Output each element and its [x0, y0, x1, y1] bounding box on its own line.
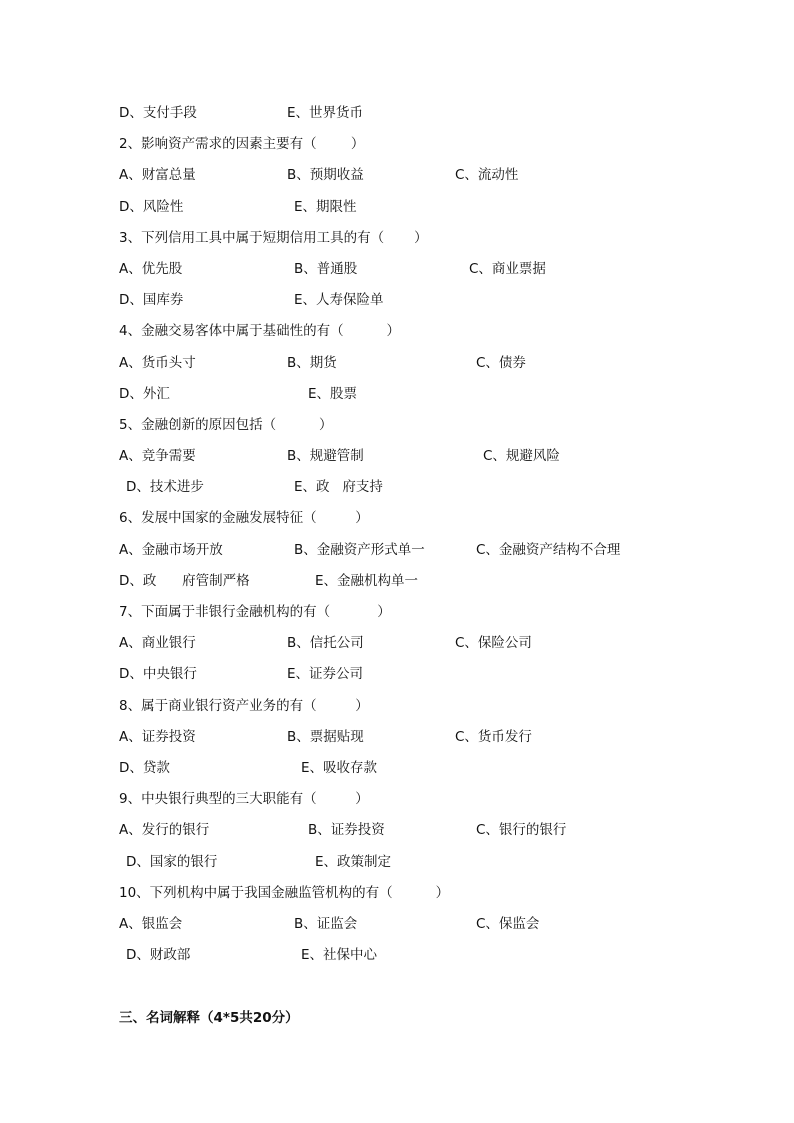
option-9a: A、发行的银行 — [119, 822, 210, 838]
option-1e: E、世界货币 — [287, 105, 364, 121]
question-2: 2、影响资产需求的因素主要有（ ） — [119, 136, 365, 152]
option-9b: B、证券投资 — [308, 822, 385, 838]
option-3e: E、人寿保险单 — [294, 292, 384, 308]
option-3c: C、商业票据 — [469, 261, 546, 277]
option-7d: D、中央银行 — [119, 666, 197, 682]
option-8a: A、证券投资 — [119, 729, 196, 745]
option-5a: A、竞争需要 — [119, 448, 196, 464]
option-8b: B、票据贴现 — [287, 729, 364, 745]
option-7e: E、证券公司 — [287, 666, 364, 682]
option-2e: E、期限性 — [294, 199, 357, 215]
option-2a: A、财富总量 — [119, 167, 196, 183]
option-3b: B、普通股 — [294, 261, 358, 277]
option-5b: B、规避管制 — [287, 448, 364, 464]
option-9c: C、银行的银行 — [476, 822, 567, 838]
option-8c: C、货币发行 — [455, 729, 532, 745]
section-heading: 三、名词解释（4*5共20分） — [119, 1010, 299, 1026]
option-10e: E、社保中心 — [301, 947, 378, 963]
option-5e: E、政 府支持 — [294, 479, 383, 495]
option-2b: B、预期收益 — [287, 167, 364, 183]
option-6a: A、金融市场开放 — [119, 542, 223, 558]
question-10: 10、下列机构中属于我国金融监管机构的有（ ） — [119, 885, 450, 901]
question-4: 4、金融交易客体中属于基础性的有（ ） — [119, 323, 401, 339]
question-6: 6、发展中国家的金融发展特征（ ） — [119, 510, 369, 526]
option-4d: D、外汇 — [119, 386, 170, 402]
option-4e: E、股票 — [308, 386, 358, 402]
option-3a: A、优先股 — [119, 261, 183, 277]
question-8: 8、属于商业银行资产业务的有（ ） — [119, 698, 369, 714]
option-8e: E、吸收存款 — [301, 760, 378, 776]
option-7b: B、信托公司 — [287, 635, 364, 651]
option-4b: B、期货 — [287, 355, 337, 371]
question-7: 7、下面属于非银行金融机构的有（ ） — [119, 604, 391, 620]
option-4a: A、货币头寸 — [119, 355, 196, 371]
option-10b: B、证监会 — [294, 916, 358, 932]
option-6d: D、政 府管制严格 — [119, 573, 250, 589]
option-1d: D、支付手段 — [119, 105, 197, 121]
option-6b: B、金融资产形式单一 — [294, 542, 425, 558]
option-9d: D、国家的银行 — [126, 854, 218, 870]
option-5d: D、技术进步 — [126, 479, 204, 495]
option-8d: D、贷款 — [119, 760, 170, 776]
option-6e: E、金融机构单一 — [315, 573, 419, 589]
option-2d: D、风险性 — [119, 199, 184, 215]
option-10a: A、银监会 — [119, 916, 183, 932]
option-7a: A、商业银行 — [119, 635, 196, 651]
option-2c: C、流动性 — [455, 167, 519, 183]
question-3: 3、下列信用工具中属于短期信用工具的有（ ） — [119, 230, 428, 246]
option-10c: C、保监会 — [476, 916, 540, 932]
option-10d: D、财政部 — [126, 947, 191, 963]
option-9e: E、政策制定 — [315, 854, 392, 870]
question-5: 5、金融创新的原因包括（ ） — [119, 417, 333, 433]
question-9: 9、中央银行典型的三大职能有（ ） — [119, 791, 369, 807]
option-6c: C、金融资产结构不合理 — [476, 542, 621, 558]
option-7c: C、保险公司 — [455, 635, 532, 651]
option-4c: C、债券 — [476, 355, 526, 371]
option-5c: C、规避风险 — [483, 448, 560, 464]
option-3d: D、国库券 — [119, 292, 184, 308]
